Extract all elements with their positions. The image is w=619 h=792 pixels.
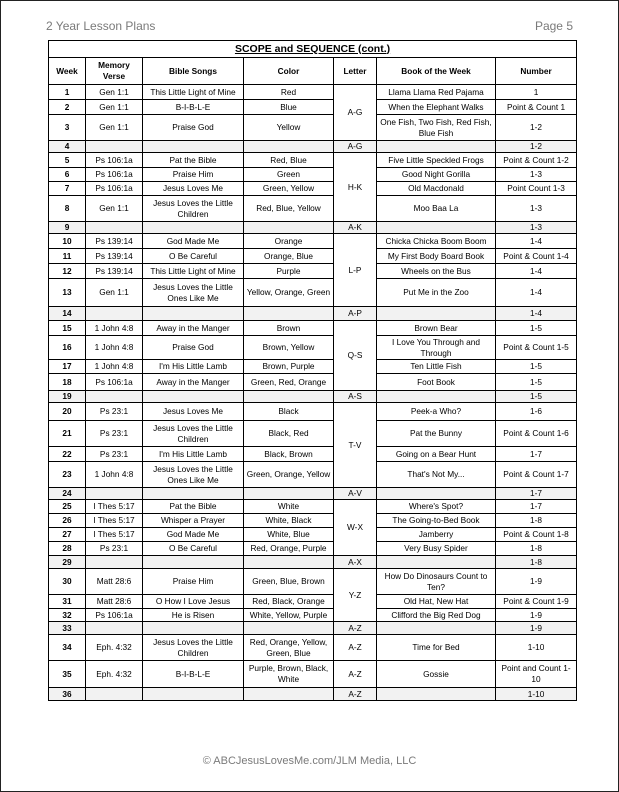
book-cell: Peek-a Who? (377, 403, 496, 421)
memory-verse-cell: I Thes 5:17 (86, 500, 143, 514)
table-row (49, 500, 577, 514)
scope-sequence-table (48, 40, 577, 701)
book-cell: Chicka Chicka Boom Boom (377, 234, 496, 249)
bible-song-cell: Praise Him (143, 569, 244, 595)
week-cell: 19 (49, 391, 86, 403)
number-cell: Point & Count 1 (496, 100, 577, 115)
color-cell (244, 688, 334, 701)
number-cell: 1-2 (496, 141, 577, 153)
table-row (49, 488, 577, 500)
week-cell: 11 (49, 249, 86, 264)
bible-song-cell: O How I Love Jesus (143, 595, 244, 609)
bible-song-cell: Jesus Loves the Little Children (143, 421, 244, 447)
table-row (49, 421, 577, 447)
bible-song-cell: Pat the Bible (143, 500, 244, 514)
table-row (49, 447, 577, 462)
table-row (49, 462, 577, 488)
table-row (49, 374, 577, 391)
number-cell: 1-8 (496, 514, 577, 528)
number-cell: Point & Count 1-6 (496, 421, 577, 447)
color-cell: Black, Red (244, 421, 334, 447)
bible-song-cell (143, 622, 244, 635)
letter-cell: L-P (334, 234, 377, 307)
table-row (49, 622, 577, 635)
table-row (49, 403, 577, 421)
bible-song-cell (143, 141, 244, 153)
memory-verse-cell (86, 391, 143, 403)
table-row (49, 115, 577, 141)
week-cell: 5 (49, 153, 86, 168)
letter-cell: A-S (334, 391, 377, 403)
color-cell: Red (244, 85, 334, 100)
book-cell: Very Busy Spider (377, 542, 496, 556)
bible-song-cell (143, 307, 244, 321)
number-cell: 1-10 (496, 688, 577, 701)
number-cell: 1-6 (496, 403, 577, 421)
week-cell: 26 (49, 514, 86, 528)
week-cell: 27 (49, 528, 86, 542)
bible-song-cell (143, 488, 244, 500)
number-cell: 1-7 (496, 500, 577, 514)
week-cell: 4 (49, 141, 86, 153)
table-row (49, 556, 577, 569)
letter-cell: A-G (334, 85, 377, 141)
memory-verse-cell (86, 688, 143, 701)
memory-verse-cell: 1 John 4:8 (86, 462, 143, 488)
bible-song-cell: Jesus Loves the Little Ones Like Me (143, 279, 244, 307)
footer-copyright: © ABCJesusLovesMe.com/JLM Media, LLC (202, 755, 417, 767)
color-cell: Green, Blue, Brown (244, 569, 334, 595)
week-cell: 15 (49, 321, 86, 336)
letter-cell: A-P (334, 307, 377, 321)
bible-song-cell: Praise Him (143, 168, 244, 182)
color-cell (244, 556, 334, 569)
bible-song-cell (143, 222, 244, 234)
week-cell: 22 (49, 447, 86, 462)
letter-cell: W-X (334, 500, 377, 556)
book-cell (377, 222, 496, 234)
memory-verse-cell: Gen 1:1 (86, 85, 143, 100)
table-row (49, 196, 577, 222)
bible-song-cell: Jesus Loves the Little Ones Like Me (143, 462, 244, 488)
color-cell (244, 222, 334, 234)
number-cell: Point & Count 1-5 (496, 336, 577, 360)
book-cell (377, 556, 496, 569)
memory-verse-cell (86, 488, 143, 500)
letter-cell: A-Z (334, 688, 377, 701)
memory-verse-cell: Gen 1:1 (86, 279, 143, 307)
book-cell: Gossie (377, 661, 496, 688)
bible-song-cell: Away in the Manger (143, 321, 244, 336)
color-cell: Red, Black, Orange (244, 595, 334, 609)
book-cell: The Going-to-Bed Book (377, 514, 496, 528)
number-cell: 1-3 (496, 196, 577, 222)
week-cell: 3 (49, 115, 86, 141)
table-row (49, 360, 577, 374)
page-number: Page 5 (534, 19, 573, 33)
col-header-letter: Letter (334, 58, 377, 85)
letter-cell: A-K (334, 222, 377, 234)
number-cell: 1-4 (496, 234, 577, 249)
memory-verse-cell: Gen 1:1 (86, 100, 143, 115)
bible-song-cell: I'm His Little Lamb (143, 447, 244, 462)
week-cell: 17 (49, 360, 86, 374)
week-cell: 24 (49, 488, 86, 500)
color-cell: Red, Orange, Yellow, Green, Blue (244, 635, 334, 661)
letter-cell: Y-Z (334, 569, 377, 622)
week-cell: 30 (49, 569, 86, 595)
memory-verse-cell: Gen 1:1 (86, 115, 143, 141)
number-cell: 1 (496, 85, 577, 100)
book-cell: Jamberry (377, 528, 496, 542)
book-cell (377, 688, 496, 701)
bible-song-cell: Jesus Loves Me (143, 403, 244, 421)
week-cell: 10 (49, 234, 86, 249)
book-cell: Time for Bed (377, 635, 496, 661)
number-cell: Point & Count 1-8 (496, 528, 577, 542)
book-cell (377, 141, 496, 153)
table-row (49, 279, 577, 307)
memory-verse-cell: Ps 23:1 (86, 542, 143, 556)
book-cell (377, 307, 496, 321)
number-cell: Point & Count 1-9 (496, 595, 577, 609)
memory-verse-cell: I Thes 5:17 (86, 514, 143, 528)
table-row (49, 100, 577, 115)
memory-verse-cell: 1 John 4:8 (86, 360, 143, 374)
col-header-week: Week (49, 58, 86, 85)
week-cell: 35 (49, 661, 86, 688)
letter-cell: A-Z (334, 635, 377, 661)
memory-verse-cell: Matt 28:6 (86, 569, 143, 595)
number-cell: 1-5 (496, 374, 577, 391)
number-cell: Point & Count 1-4 (496, 249, 577, 264)
number-cell: Point and Count 1-10 (496, 661, 577, 688)
header-title: 2 Year Lesson Plans (46, 19, 156, 33)
table-row (49, 569, 577, 595)
bible-song-cell: Jesus Loves Me (143, 182, 244, 196)
bible-song-cell: I'm His Little Lamb (143, 360, 244, 374)
table-row (49, 635, 577, 661)
number-cell: 1-5 (496, 391, 577, 403)
table-row (49, 661, 577, 688)
book-cell: Where's Spot? (377, 500, 496, 514)
week-cell: 12 (49, 264, 86, 279)
memory-verse-cell: Ps 23:1 (86, 421, 143, 447)
number-cell: 1-9 (496, 622, 577, 635)
color-cell (244, 488, 334, 500)
color-cell: White (244, 500, 334, 514)
book-cell (377, 622, 496, 635)
number-cell: 1-9 (496, 569, 577, 595)
memory-verse-cell: Ps 106:1a (86, 374, 143, 391)
book-cell: Foot Book (377, 374, 496, 391)
table-row (49, 609, 577, 622)
week-cell: 34 (49, 635, 86, 661)
number-cell: 1-7 (496, 488, 577, 500)
book-cell: How Do Dinosaurs Count to Ten? (377, 569, 496, 595)
book-cell: Old Hat, New Hat (377, 595, 496, 609)
color-cell (244, 307, 334, 321)
table-row (49, 222, 577, 234)
book-cell (377, 391, 496, 403)
table-row (49, 168, 577, 182)
color-cell: White, Yellow, Purple (244, 609, 334, 622)
week-cell: 14 (49, 307, 86, 321)
book-cell: When the Elephant Walks (377, 100, 496, 115)
book-cell: Going on a Bear Hunt (377, 447, 496, 462)
book-cell: Clifford the Big Red Dog (377, 609, 496, 622)
memory-verse-cell: Matt 28:6 (86, 595, 143, 609)
bible-song-cell: Jesus Loves the Little Children (143, 635, 244, 661)
memory-verse-cell: Ps 106:1a (86, 609, 143, 622)
memory-verse-cell: Gen 1:1 (86, 196, 143, 222)
bible-song-cell (143, 688, 244, 701)
number-cell: 1-4 (496, 279, 577, 307)
bible-song-cell: B-I-B-L-E (143, 100, 244, 115)
memory-verse-cell: Ps 106:1a (86, 153, 143, 168)
letter-cell: T-V (334, 403, 377, 488)
color-cell: Black (244, 403, 334, 421)
table-body (49, 85, 577, 701)
memory-verse-cell: 1 John 4:8 (86, 321, 143, 336)
book-cell: That's Not My... (377, 462, 496, 488)
bible-song-cell: He is Risen (143, 609, 244, 622)
table-row (49, 153, 577, 168)
color-cell (244, 622, 334, 635)
week-cell: 20 (49, 403, 86, 421)
bible-song-cell: God Made Me (143, 234, 244, 249)
color-cell: Orange (244, 234, 334, 249)
color-cell: Purple (244, 264, 334, 279)
bible-song-cell: Whisper a Prayer (143, 514, 244, 528)
week-cell: 21 (49, 421, 86, 447)
memory-verse-cell: Ps 23:1 (86, 447, 143, 462)
week-cell: 28 (49, 542, 86, 556)
week-cell: 16 (49, 336, 86, 360)
bible-song-cell: O Be Careful (143, 542, 244, 556)
table-row (49, 528, 577, 542)
color-cell: Brown, Purple (244, 360, 334, 374)
memory-verse-cell (86, 622, 143, 635)
table-row (49, 85, 577, 100)
book-cell: My First Body Board Book (377, 249, 496, 264)
memory-verse-cell: 1 John 4:8 (86, 336, 143, 360)
bible-song-cell: Praise God (143, 336, 244, 360)
table-row (49, 141, 577, 153)
color-cell: White, Blue (244, 528, 334, 542)
table-title: SCOPE and SEQUENCE (cont.) (49, 41, 577, 58)
color-cell (244, 141, 334, 153)
number-cell: Point & Count 1-7 (496, 462, 577, 488)
col-header-bible-songs: Bible Songs (143, 58, 244, 85)
color-cell: Purple, Brown, Black, White (244, 661, 334, 688)
color-cell: Red, Orange, Purple (244, 542, 334, 556)
col-header-number: Number (496, 58, 577, 85)
number-cell: 1-3 (496, 222, 577, 234)
number-cell: Point & Count 1-2 (496, 153, 577, 168)
bible-song-cell: Jesus Loves the Little Children (143, 196, 244, 222)
book-cell: I Love You Through and Through (377, 336, 496, 360)
table-row (49, 264, 577, 279)
number-cell: 1-9 (496, 609, 577, 622)
table-row (49, 307, 577, 321)
week-cell: 32 (49, 609, 86, 622)
memory-verse-cell: Ps 106:1a (86, 168, 143, 182)
memory-verse-cell: Ps 139:14 (86, 249, 143, 264)
book-cell: Five Little Speckled Frogs (377, 153, 496, 168)
book-cell: Pat the Bunny (377, 421, 496, 447)
color-cell: Blue (244, 100, 334, 115)
week-cell: 2 (49, 100, 86, 115)
number-cell: 1-2 (496, 115, 577, 141)
book-cell: Brown Bear (377, 321, 496, 336)
week-cell: 33 (49, 622, 86, 635)
memory-verse-cell (86, 556, 143, 569)
week-cell: 31 (49, 595, 86, 609)
book-cell: Good Night Gorilla (377, 168, 496, 182)
letter-cell: A-Z (334, 622, 377, 635)
color-cell: Black, Brown (244, 447, 334, 462)
week-cell: 25 (49, 500, 86, 514)
color-cell: Yellow, Orange, Green (244, 279, 334, 307)
book-cell: Old Macdonald (377, 182, 496, 196)
bible-song-cell: Pat the Bible (143, 153, 244, 168)
table-row (49, 688, 577, 701)
col-header-color: Color (244, 58, 334, 85)
week-cell: 6 (49, 168, 86, 182)
col-header-memory-verse: Memory Verse (86, 58, 143, 85)
color-cell: Brown, Yellow (244, 336, 334, 360)
color-cell: Yellow (244, 115, 334, 141)
memory-verse-cell (86, 307, 143, 321)
memory-verse-cell: Ps 23:1 (86, 403, 143, 421)
table-row (49, 234, 577, 249)
table-row (49, 595, 577, 609)
color-cell (244, 391, 334, 403)
col-header-book-of-week: Book of the Week (377, 58, 496, 85)
letter-cell: A-G (334, 141, 377, 153)
week-cell: 36 (49, 688, 86, 701)
book-cell: Moo Baa La (377, 196, 496, 222)
table-row (49, 182, 577, 196)
week-cell: 9 (49, 222, 86, 234)
letter-cell: A-X (334, 556, 377, 569)
week-cell: 23 (49, 462, 86, 488)
number-cell: 1-8 (496, 542, 577, 556)
week-cell: 18 (49, 374, 86, 391)
week-cell: 8 (49, 196, 86, 222)
book-cell: Put Me in the Zoo (377, 279, 496, 307)
table-row (49, 321, 577, 336)
color-cell: Orange, Blue (244, 249, 334, 264)
color-cell: Green, Red, Orange (244, 374, 334, 391)
table-row (49, 249, 577, 264)
color-cell: Red, Blue, Yellow (244, 196, 334, 222)
color-cell: White, Black (244, 514, 334, 528)
letter-cell: A-V (334, 488, 377, 500)
bible-song-cell (143, 556, 244, 569)
bible-song-cell: This Little Light of Mine (143, 264, 244, 279)
book-cell: Ten Little Fish (377, 360, 496, 374)
number-cell: 1-10 (496, 635, 577, 661)
table-row (49, 542, 577, 556)
bible-song-cell (143, 391, 244, 403)
week-cell: 1 (49, 85, 86, 100)
number-cell: 1-8 (496, 556, 577, 569)
table-row (49, 514, 577, 528)
memory-verse-cell: Ps 106:1a (86, 182, 143, 196)
book-cell: One Fish, Two Fish, Red Fish, Blue Fish (377, 115, 496, 141)
bible-song-cell: Praise God (143, 115, 244, 141)
color-cell: Green, Yellow (244, 182, 334, 196)
bible-song-cell: This Little Light of Mine (143, 85, 244, 100)
bible-song-cell: O Be Careful (143, 249, 244, 264)
book-cell: Wheels on the Bus (377, 264, 496, 279)
color-cell: Green, Orange, Yellow (244, 462, 334, 488)
week-cell: 29 (49, 556, 86, 569)
color-cell: Red, Blue (244, 153, 334, 168)
bible-song-cell: Away in the Manger (143, 374, 244, 391)
memory-verse-cell: Eph. 4:32 (86, 661, 143, 688)
letter-cell: Q-S (334, 321, 377, 391)
memory-verse-cell: Ps 139:14 (86, 264, 143, 279)
number-cell: 1-4 (496, 307, 577, 321)
table-row (49, 336, 577, 360)
book-cell (377, 488, 496, 500)
number-cell: 1-3 (496, 168, 577, 182)
bible-song-cell: God Made Me (143, 528, 244, 542)
color-cell: Green (244, 168, 334, 182)
week-cell: 7 (49, 182, 86, 196)
number-cell: 1-4 (496, 264, 577, 279)
memory-verse-cell (86, 141, 143, 153)
memory-verse-cell (86, 222, 143, 234)
bible-song-cell: B-I-B-L-E (143, 661, 244, 688)
book-cell: Llama Llama Red Pajama (377, 85, 496, 100)
color-cell: Brown (244, 321, 334, 336)
letter-cell: A-Z (334, 661, 377, 688)
memory-verse-cell: Ps 139:14 (86, 234, 143, 249)
week-cell: 13 (49, 279, 86, 307)
memory-verse-cell: I Thes 5:17 (86, 528, 143, 542)
memory-verse-cell: Eph. 4:32 (86, 635, 143, 661)
number-cell: 1-7 (496, 447, 577, 462)
table-row (49, 391, 577, 403)
letter-cell: H-K (334, 153, 377, 222)
number-cell: Point Count 1-3 (496, 182, 577, 196)
number-cell: 1-5 (496, 360, 577, 374)
number-cell: 1-5 (496, 321, 577, 336)
